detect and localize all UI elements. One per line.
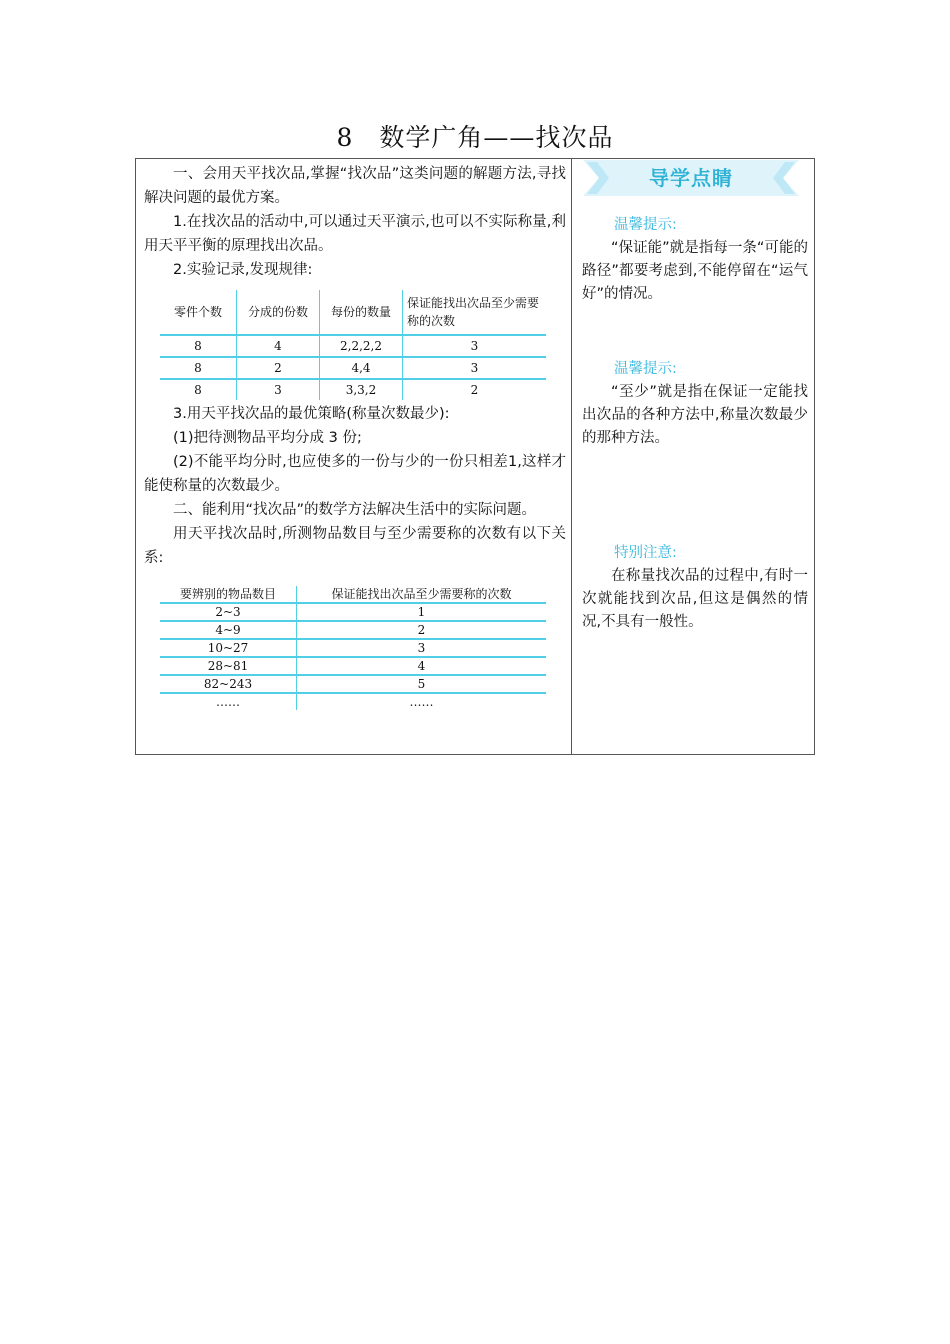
- table-row: [160, 379, 546, 400]
- col-header: 每份的数量: [320, 290, 403, 335]
- table-cell: 3,3,2: [320, 379, 403, 400]
- table-row: [160, 675, 546, 693]
- col-header: 要辨别的物品数目: [160, 586, 297, 603]
- table-header-row: [160, 290, 546, 335]
- tip-body: “至少”就是指在保证一定能找出次品的各种方法中,称量次数最少的那种方法。: [582, 384, 808, 446]
- experiment-table: [160, 290, 546, 400]
- table-row: [160, 621, 546, 639]
- col-header: 保证能找出次品至少需要称的次数: [297, 586, 547, 603]
- table-cell: 10~27: [160, 639, 297, 657]
- col-header: 零件个数: [160, 290, 237, 335]
- table-header-row: [160, 586, 546, 603]
- section-one-intro: 一、会用天平找次品,掌握“找次品”这类问题的解题方法,寻找解决问题的最优方案。: [144, 166, 566, 206]
- column-divider: [571, 158, 572, 755]
- relation-table: [160, 586, 546, 710]
- table-cell: 5: [297, 675, 547, 693]
- point-3: 3.用天平找次品的最优策略(称量次数最少):: [173, 406, 450, 422]
- tip-body: 在称量找次品的过程中,有时一次就能找到次品,但这是偶然的情况,不具有一般性。: [582, 568, 808, 630]
- table-cell: 2: [297, 621, 547, 639]
- col-header: 分成的份数: [237, 290, 320, 335]
- tip-heading: 温馨提示:: [614, 217, 677, 233]
- tip-heading: 温馨提示:: [614, 361, 677, 377]
- table-cell: 1: [297, 603, 547, 621]
- table-cell: 3: [237, 379, 320, 400]
- table-cell: 2,2,2,2: [320, 335, 403, 357]
- strategy-2: (2)不能平均分时,也应使多的一份与少的一份只相差1,这样才能使称量的次数最少。: [144, 454, 566, 494]
- col-header: 保证能找出次品至少需要称的次数: [403, 290, 547, 335]
- section-two-intro: 二、能利用“找次品”的数学方法解决生活中的实际问题。: [173, 502, 537, 518]
- relation-intro: 用天平找次品时,所测物品数目与至少需要称的次数有以下关系:: [144, 526, 566, 566]
- table-cell: 3: [403, 357, 547, 379]
- main-column: [144, 162, 566, 710]
- table-cell: 2~3: [160, 603, 297, 621]
- table-cell: 8: [160, 335, 237, 357]
- tip-body: “保证能”就是指每一条“可能的路径”都要考虑到,不能停留在“运气好”的情况。: [582, 240, 808, 302]
- table-cell: 3: [403, 335, 547, 357]
- tip-guarantee: [582, 214, 808, 306]
- table-cell: 2: [403, 379, 547, 400]
- tip-heading: 特别注意:: [614, 545, 677, 561]
- table-cell: 28~81: [160, 657, 297, 675]
- table-cell: ……: [216, 695, 240, 709]
- tip-attention: [582, 542, 808, 634]
- table-cell: 4: [237, 335, 320, 357]
- table-row: [160, 357, 546, 379]
- strategy-1: (1)把待测物品平均分成 3 份;: [173, 430, 362, 446]
- table-row: [160, 657, 546, 675]
- table-row: [160, 603, 546, 621]
- table-cell: 2: [237, 357, 320, 379]
- table-cell: 8: [160, 357, 237, 379]
- table-row: [160, 335, 546, 357]
- point-2: 2.实验记录,发现规律:: [173, 262, 313, 278]
- table-cell: 4,4: [320, 357, 403, 379]
- tip-least: [582, 358, 808, 450]
- table-cell: 82~243: [160, 675, 297, 693]
- table-row: [160, 639, 546, 657]
- table-cell: 3: [297, 639, 547, 657]
- table-cell: 8: [194, 383, 202, 397]
- table-row: [160, 693, 546, 710]
- guide-banner: [583, 159, 799, 197]
- page-title: 8 数学广角——找次品: [336, 123, 614, 152]
- table-cell: ……: [297, 693, 547, 710]
- point-1: 1.在找次品的活动中,可以通过天平演示,也可以不实际称量,利用天平平衡的原理找出次品。: [144, 214, 566, 254]
- table-cell: 4~9: [160, 621, 297, 639]
- table-cell: 4: [297, 657, 547, 675]
- banner-title: 导学点睛: [649, 166, 733, 190]
